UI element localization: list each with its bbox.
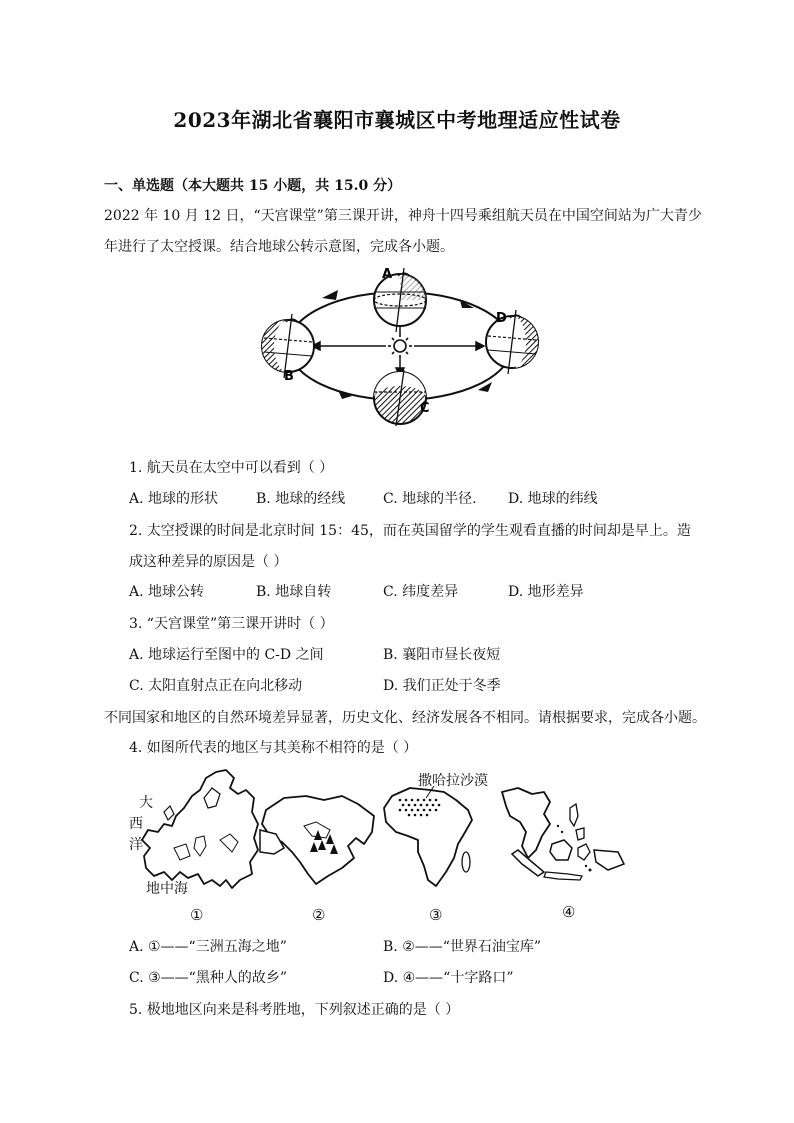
map-africa	[378, 782, 478, 892]
q2-option-a[interactable]: A. 地球公转	[129, 584, 205, 600]
passage2: 不同国家和地区的自然环境差异显著，历史文化、经济发展各不相同。请根据要求，完成各小题。	[104, 710, 706, 726]
earth-position-d	[486, 310, 538, 374]
q4-option-c[interactable]: C. ③——“黑种人的故乡”	[129, 970, 287, 986]
q4-stem: 4. 如图所代表的地区与其美称不相符的是（ ）	[129, 740, 418, 756]
q5-stem: 5. 极地地区向来是科考胜地，下列叙述正确的是（ ）	[129, 1002, 460, 1018]
earth-position-c	[374, 370, 426, 426]
label-a: A	[382, 267, 393, 282]
q2-option-c[interactable]: C. 纬度差异	[383, 584, 459, 600]
section-heading: 一、单选题（本大题共 15 小题，共 15.0 分）	[104, 178, 402, 194]
q3-option-d[interactable]: D. 我们正处于冬季	[383, 678, 501, 694]
passage1-line1: 2022 年 10 月 12 日，“天宫课堂”第三课开讲，神舟十四号乘组航天员在中国空间站为广大青少	[104, 208, 702, 224]
page-title: 2023年湖北省襄阳市襄城区中考地理适应性试卷	[173, 108, 621, 132]
passage1-line2: 年进行了太空授课。结合地球公转示意图，完成各小题。	[104, 239, 454, 255]
label-sahara: 撒哈拉沙漠	[418, 773, 488, 789]
q3-option-c[interactable]: C. 太阳直射点正在向北移动	[129, 678, 303, 694]
label-atlantic-2: 西	[129, 816, 143, 832]
q2-option-b[interactable]: B. 地球自转	[256, 584, 332, 600]
q3-stem: 3. “天宫课堂”第三课开讲时（ ）	[129, 616, 334, 632]
map-number-3: ③	[429, 906, 443, 924]
sun-icon	[388, 334, 412, 358]
q2-stem-line1: 2. 太空授课的时间是北京时间 15：45，而在英国留学的学生观看直播的时间却是早上。造	[129, 523, 691, 539]
label-b: B	[284, 369, 294, 384]
label-mediterranean: 地中海	[146, 881, 188, 897]
q1-option-a[interactable]: A. 地球的形状	[129, 491, 219, 507]
q2-option-d[interactable]: D. 地形差异	[508, 584, 584, 600]
map-number-1: ①	[190, 906, 204, 924]
q2-stem-line2: 成这种差异的原因是（ ）	[129, 554, 288, 570]
q3-option-a[interactable]: A. 地球运行至图中的 C-D 之间	[129, 647, 324, 663]
label-atlantic-3: 洋	[129, 837, 143, 853]
map-southeast-asia	[498, 786, 628, 882]
label-c: C	[420, 401, 430, 416]
q3-option-b[interactable]: B. 襄阳市昼长夜短	[383, 647, 501, 663]
q1-stem: 1. 航天员在太空中可以看到（ ）	[129, 460, 334, 476]
q4-option-d[interactable]: D. ④——“十字路口”	[383, 970, 514, 986]
q4-option-b[interactable]: B. ②——“世界石油宝库”	[383, 939, 542, 955]
map-number-2: ②	[312, 906, 326, 924]
label-atlantic-1: 大	[139, 795, 153, 811]
q1-option-b[interactable]: B. 地球的经线	[256, 491, 346, 507]
q1-option-d[interactable]: D. 地球的纬线	[508, 491, 598, 507]
map-number-4: ④	[562, 903, 576, 921]
q4-option-a[interactable]: A. ①——“三洲五海之地”	[129, 939, 287, 955]
map-middle-east	[256, 790, 386, 890]
label-d: D	[496, 311, 507, 326]
earth-orbit-figure	[252, 262, 548, 432]
q1-option-c[interactable]: C. 地球的半径.	[383, 491, 477, 507]
